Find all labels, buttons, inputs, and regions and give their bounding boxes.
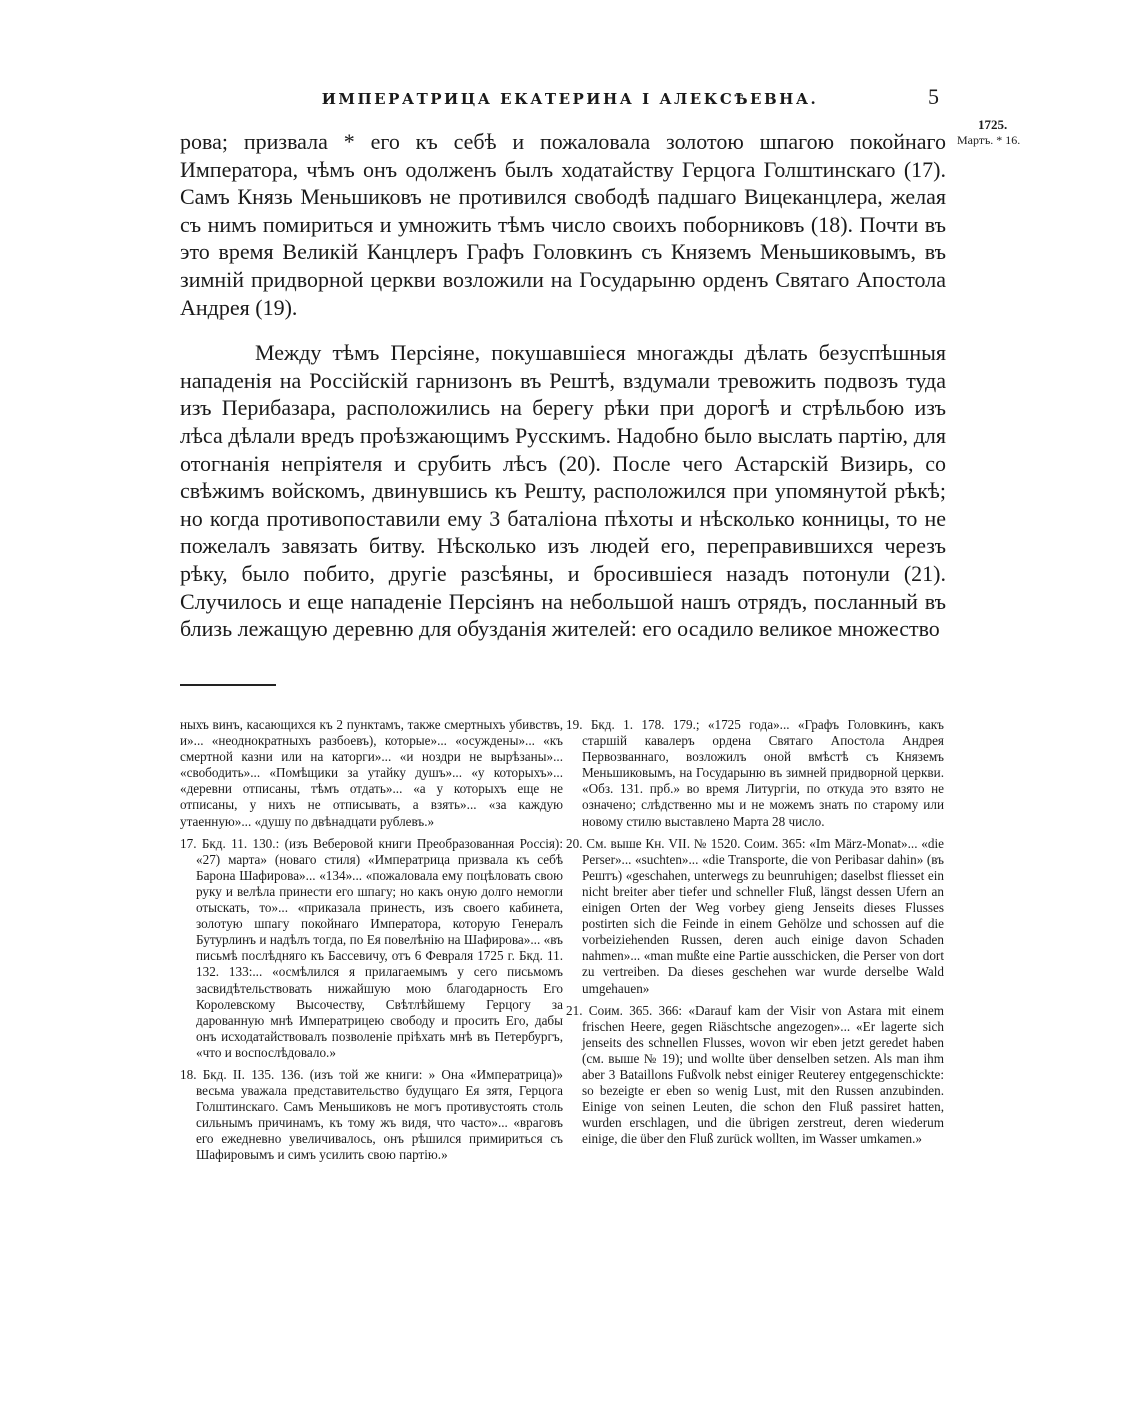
page-title: ИМПЕРАТРИЦА ЕКАТЕРИНА I АЛЕКСѢЕВНА.: [321, 90, 819, 108]
page-number: 5: [928, 84, 939, 109]
paragraph-2: Между тѣмъ Персіяне, покушавшіеся многажды дѣлать безуспѣшныя нападенія на Россійскій гарнизонъ въ Рештѣ, вздумали тревожить подвозъ туда изъ Перибазара, расположились на берегу рѣки при дорогѣ и стрѣльбою изъ лѣса дѣлали вредъ проѣзжающимъ Русскимъ. Надобно было выслать партію, для отогнанія непріятеля и срубить лѣсъ (20). После чего Астарскій Визирь, со свѣжимъ войскомъ, двинувшись къ Решту, расположился при упомянутой рѣкѣ; но когда противопоставили ему 3 баталіона пѣхоты и нѣсколько конницы, то не пожелалъ завязать битву. Нѣсколько изъ людей его, переправившихся черезъ рѣку, было побито, другіе разсѣяны, и бросившіеся назадъ потонули (21). Случилось и еще нападеніе Персіянъ на небольшой нашъ отрядъ, посланный въ близь лежащую деревню для обузданія жителей: его осадило великое множество: [180, 340, 946, 642]
footnotes-left-column: [180, 717, 563, 1170]
margin-date: Мартъ. * 16.: [957, 133, 1021, 147]
footnotes-right-column: [566, 717, 944, 1153]
main-text: [180, 128, 946, 643]
footnote-19: 19. Бкд. 1. 178. 179.; «1725 года»... «Графъ Головкинъ, какъ старшій кавалеръ ордена Святаго Апостола Андрея Первозваннаго, возложилъ оной вмѣстѣ съ Княземъ Меньшиковымъ, на Государыню въ зимней придворной церкви. «Обз. 131. прб.» во время Литургіи, по откуда это взято не означено; слѣдственно мы и не можемъ знать по старому или новому стилю выставлено Марта 28 число.: [566, 717, 944, 829]
paragraph-1: рова; призвала * его къ себѣ и пожаловала золотою шпагою покойнаго Императора, чѣмъ онъ одолженъ былъ ходатайству Герцога Голштинскаго (17). Самъ Князь Меньшиковъ не противился свободѣ падшаго Вицеканцлера, желая съ нимъ помириться и умножить тѣмъ число своихъ поборниковъ (18). Почти въ это время Великій Канцлеръ Графъ Головкинъ съ Княземъ Меньшиковымъ, въ зимній придворной церкви возложили на Государыню орденъ Святаго Апостола Андрея (19).: [180, 129, 946, 320]
footnote-17: 17. Бкд. 11. 130.: (изъ Веберовой книги Преобразованная Россія): «27) марта» (новаго стиля) «Императрица призвала къ себѣ Барона Шафирова»... «134»... «пожаловала ему поцѣловать свою руку и велѣла принести его шпагу; но какъ оную долго немогли отыскать, то»... «приказала принесть, изъ своего кабинета, золотую шпагу покойнаго Императора, которую Генералъ Бутурлинъ и надѣлъ тогда, по Ея повелѣнію на Шафирова»... «въ письмѣ послѣдняго къ Бассевичу, отъ 6 Февраля 1725 г. Бкд. 11. 132. 133:... «осмѣлился я прилагаемымъ у сего письмомъ засвидѣтельствовать нижайшую мою благодарность Его Королевскому Высочеству, Свѣтлѣйшему Герцогу за дарованную мнѣ Императрицею свободу и просить Его, дабы онъ исходатайствовалъ позволеніе пріѣхать мнѣ въ Петербургъ, «что и воспослѣдовало.»: [180, 835, 563, 1060]
footnote-20: 20. См. выше Кн. VII. № 1520. Соим. 365: «Im März-Monat»... «die Perser»... «suchten»... «die Transporte, die von Peribasar dahin» (въ Рештъ) «geschahen, unterwegs zu beunruhigen; daselbst fliesset ein nicht breiter aber tiefer und schneller Fluß, längst dessen Ufern an einigen Orten der Weg vorbey gieng Jenseits dieses Flusses postirten sich die Feinde in einem Gehölze und schossen auf die vorbeiziehenden Russen, deren auch einige davon Schaden nahmen»... «man mußte eine Partie ausschicken, die Perser von dort zu vertreiben. Da dieses geschehen war wurde derselbe Wald umgehauen»: [566, 835, 944, 996]
margin-year: 1725.: [978, 117, 1008, 132]
footnote-divider: [180, 684, 276, 686]
footnote-continuation: ныхъ винъ, касающихся къ 2 пунктамъ, также смертныхъ убивствъ, и»... «неоднократныхъ разбоевъ), которые»... «осуждены»... «къ смертной казни или на каторги»... «и ноздри не вырѣзаны»... «свободить»... «Помѣщики за утайку душъ»... «у которыхъ»... «деревни отписаны, тѣмъ отдать»... «а у которыхъ еще не отписаны, у нихъ не отписывать, а взять»... «за каждую утаенную»... «душу по двѣнадцати рублевъ.»: [180, 717, 563, 829]
footnote-18: 18. Бкд. II. 135. 136. (изъ той же книги: » Она «Императрица)» весьма уважала представительство будущаго Ея зятя, Герцога Голштинскаго. Самъ Меньшиковъ не могъ противустоять столь сильнымъ причинамъ, къ тому жъ видя, что часто»... «враговъ его ежедневно увеличивалось, онъ рѣшился примириться съ Шафировымъ и симъ усилить свою партію.»: [180, 1066, 563, 1163]
footnote-21: 21. Соим. 365. 366: «Darauf kam der Visir von Astara mit einem frischen Heere, gegen Riäschtsche angezogen»... «Er lagerte sich jenseits des schnellen Flusses, wovon wir eben jetzt geredet haben (см. выше № 19); und wollte über denselben setzen. Als man ihm aber 3 Bataillons Fußvolk nebst einiger Reuterey entgegenschickte: so bezeigte er eben so wenig Lust, mit den Russen anzubinden. Einige von seinen Leuten, die schon den Fluß passiret hatten, wurden erschlagen, und die übrigen zerstreut, deren wiederum einige, die über den Fluß zurück wollten, im Wasser umkamen.»: [566, 1002, 944, 1147]
